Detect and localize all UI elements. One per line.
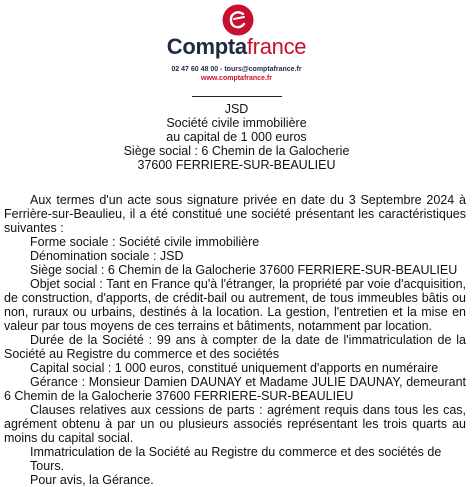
denomination-line: Dénomination sociale : JSD xyxy=(30,249,184,263)
forme-line: Forme sociale : Société civile immobilière xyxy=(30,235,260,249)
intro-paragraph: Aux termes d'un acte sous signature privée en date du 3 Septembre 2024 à Ferrière-sur-Beaulieu, il a été constitué une société présentant les caractéristiques suivantes : xyxy=(4,193,466,235)
company-title-block xyxy=(0,102,473,172)
company-name: JSD xyxy=(224,102,249,116)
comptafrance-logo-icon xyxy=(222,4,254,36)
duree-paragraph: Durée de la Société : 99 ans à compter de la date de l'immatriculation de la Société au Registre du commerce et des sociétés xyxy=(4,333,466,361)
contact-line: 02 47 60 48 00 - tours@comptafrance.fr xyxy=(171,66,302,73)
brand-name-part2: france xyxy=(246,34,307,59)
capital-line: Capital social : 1 000 euros, constitué uniquement d'apports en numéraire xyxy=(30,361,439,375)
brand-name xyxy=(0,34,473,60)
company-city: 37600 FERRIERE-SUR-BEAULIEU xyxy=(137,158,336,172)
immatriculation-line: Immatriculation de la Société au Registre du commerce et des sociétés de Tours. xyxy=(30,445,442,473)
clauses-paragraph: Clauses relatives aux cessions de parts : agrément requis dans tous les cas, agrément obtenu à par un ou plusieurs associés représentant les trois quarts au moins du capital social. xyxy=(4,403,466,445)
header-divider xyxy=(192,96,282,97)
brand-name-part1: Compta xyxy=(166,34,247,59)
company-capital: au capital de 1 000 euros xyxy=(166,130,307,144)
avis-line: Pour avis, la Gérance. xyxy=(30,473,154,487)
siege-line: Siège social : 6 Chemin de la Galocherie 37600 FERRIERE-SUR-BEAULIEU xyxy=(30,263,458,277)
company-form: Société civile immobilière xyxy=(166,116,307,130)
gerance-paragraph: Gérance : Monsieur Damien DAUNAY et Madame JULIE DAUNAY, demeurant 6 Chemin de la Galocherie 37600 FERRIERE-SUR-BEAULIEU xyxy=(4,375,466,403)
website-link[interactable]: www.comptafrance.fr xyxy=(201,75,272,82)
company-seat: Siège social : 6 Chemin de la Galocherie xyxy=(123,144,350,158)
objet-paragraph: Objet social : Tant en France qu'à l'étranger, la propriété par voie d'acquisition, de construction, d'apports, de crédit-bail ou autrement, de tous immeubles bâtis ou non, ruraux ou urbains, destinés à la location. La gestion, l'entretien et la mise en valeur par tous moyens de ces terrains et bâtiments, notamment par location. xyxy=(4,277,466,333)
notice-body xyxy=(4,193,466,487)
